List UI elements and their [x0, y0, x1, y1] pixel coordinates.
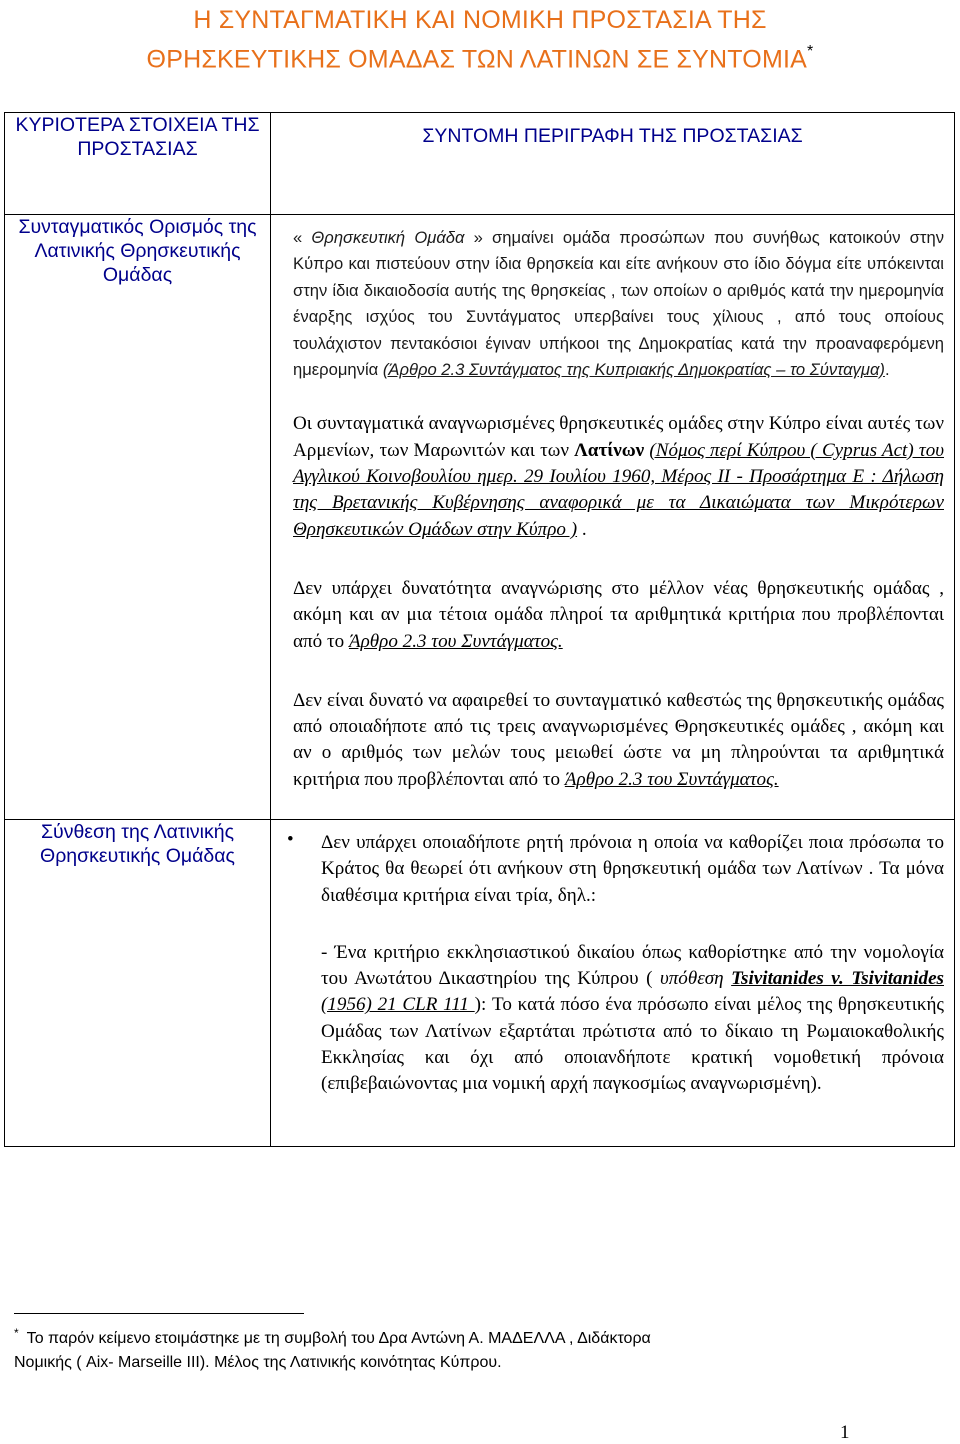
ecclesiastical-criterion-text: - Ένα κριτήριο εκκλησιαστικού δικαίου όπως καθορίστηκε από την νομολογία του Ανωτάτου Δικαστηρίου της Κύπρου ( υπόθεση Tsivitanides v. Tsivitanides (1956) 21 CLR 111 ): Το κατά πόσο ένα πρόσωπο είναι μέλος της θρησκευτικής Ομάδας των Λατίνων εξαρτάται πρώτιστα από το δίκαιο τη Ρωμαιοκαθολικής Εκκλησίας και όχι από οποιανδήποτε κρατική νομοθετική πρόνοια (επιβεβαιώνοντας μια νομική αρχή παγκοσμίως αναγνωρισμένη).	[321, 941, 944, 1095]
article-reference: Άρθρο 2.3 του Συντάγματος.	[564, 768, 779, 790]
protection-table	[4, 112, 955, 1147]
table-row	[5, 820, 955, 1147]
bullet-icon: •	[287, 829, 294, 850]
row-label-composition: Σύνθεση της Λατινικής Θρησκευτικής Ομάδας	[5, 820, 271, 1147]
row-label-constitutional-definition: Συνταγματικός Ορισμός της Λατινικής Θρησκευτικής Ομάδας	[5, 215, 271, 820]
new-recognition-paragraph: Δεν υπάρχει δυνατότητα αναγνώρισης στο μέλλον νέας θρησκευτικής ομάδας , ακόμη και αν μια τέτοια ομάδα πληροί τα αριθμητικά κριτήρια που προβλέπονται από το Άρθρο 2.3 του Συντάγματος.	[293, 577, 944, 652]
header-cell-right: ΣΥΝΤΟΜΗ ΠΕΡΙΓΡΑΦΗ ΤΗΣ ΠΡΟΣΤΑΣΙΑΣ	[271, 113, 955, 215]
footnote-line-2: Νομικής ( Aix- Marseille III). Μέλος της Λατινικής κοινότητας Κύπρου.	[14, 1354, 502, 1371]
title-line-1: Η ΣΥΝΤΑΓΜΑΤΙΚΗ ΚΑΙ ΝΟΜΙΚΗ ΠΡΟΣΤΑΣΙΑ ΤΗΣ	[193, 6, 767, 34]
cyprus-act-reference: (Νόμος περί Κύπρου ( Cyprus Act) του Αγγλικού Κοινοβουλίου ημερ. 29 Ιουλίου 1960, Μέρος ΙΙ - Προσάρτημα Ε : Δήλωση της Βρετανικής Κυβέρνησης αναφορικά με τα Δικαιώματα των Μικρότερων Θρησκευτικών Ομάδων στην Κύπρο )	[293, 439, 944, 540]
definition-paragraph: « Θρησκευτική Ομάδα » σημαίνει ομάδα προσώπων που συνήθως κατοικούν στην Κύπρο και πιστεύουν στην ίδια θρησκεία και είτε ανήκουν στο ίδιο δόγμα είτε υπόκεινται στην ίδια δικαιοδοσία αυτής της θρησκείας , των οποίων ο αριθμός κατά την ημερομηνία έναρξης ισχύος του Συντάγματος υπερβαίνει τους χίλιους , από τους οποίους τουλάχιστον πεντακόσιοι έγιναν υπήκοοι της Δημοκρατίας κατά την προαναφερόμενη ημερομηνία (Άρθρο 2.3 Συντάγματος της Κυπριακής Δημοκρατίας – το Σύνταγμα).	[293, 228, 944, 380]
row-content-composition	[271, 820, 955, 1147]
footnote-line-1: * Το παρόν κείμενο ετοιμάστηκε με τη συμβολή του Δρα Αντώνη Α. ΜΑΔΕΛΛΑ , Διδάκτορα	[14, 1326, 651, 1347]
document-title	[0, 4, 960, 76]
footnote-marker: *	[807, 43, 814, 60]
criteria-intro-text: Δεν υπάρχει οποιαδήποτε ρητή πρόνοια η οποία να καθορίζει ποια πρόσωπα το Κράτος θα θεωρεί ότι ανήκουν στη θρησκευτική ομάδα των Λατίνων . Τα μόνα διαθέσιμα κριτήρια είναι τρία, δηλ.:	[321, 832, 944, 906]
table-header-row	[5, 113, 955, 215]
list-item	[271, 830, 944, 909]
footnote	[14, 1327, 914, 1375]
recognized-groups-paragraph: Οι συνταγματικά αναγνωρισμένες θρησκευτικές ομάδες στην Κύπρο είναι αυτές των Αρμενίων, των Μαρωνιτών και των Λατίνων (Νόμος περί Κύπρου ( Cyprus Act) του Αγγλικού Κοινοβουλίου ημερ. 29 Ιουλίου 1960, Μέρος ΙΙ - Προσάρτημα Ε : Δήλωση της Βρετανικής Κυβέρνησης αναφορικά με τα Δικαιώματα των Μικρότερων Θρησκευτικών Ομάδων στην Κύπρο ) .	[293, 413, 944, 540]
article-reference: Άρθρο 2.3 του Συντάγματος.	[348, 630, 563, 652]
case-name: Tsivitanides v. Tsivitanides	[731, 968, 944, 990]
constitution-article-reference: (Άρθρο 2.3 Συντάγματος της Κυπριακής Δημοκρατίας – το Σύνταγμα)	[382, 360, 885, 380]
status-removal-paragraph: Δεν είναι δυνατό να αφαιρεθεί το συνταγματικό καθεστώς της θρησκευτικής ομάδας από οποιαδήποτε από τις τρεις αναγνωρισμένες Θρησκευτικές ομάδες , ακόμη και αν ο αριθμός των μελών τους μειωθεί ώστε να μη πληρούνται τα αριθμητικά κριτήρια που προβλέπονται από το Άρθρο 2.3 του Συντάγματος.	[293, 689, 944, 790]
header-cell-left: ΚΥΡΙΟΤΕΡΑ ΣΤΟΙΧΕΙΑ ΤΗΣ ΠΡΟΣΤΑΣΙΑΣ	[5, 113, 271, 215]
footnote-divider	[14, 1313, 304, 1314]
table-row	[5, 215, 955, 820]
row-content-constitutional-definition	[271, 215, 955, 820]
page-number: 1	[840, 1422, 850, 1443]
case-citation: (1956) 21 CLR 111	[321, 994, 475, 1016]
title-line-2: ΘΡΗΣΚΕΥΤΙΚΗΣ ΟΜΑΔΑΣ ΤΩΝ ΛΑΤΙΝΩΝ ΣΕ ΣΥΝΤΟΜΙΑ*	[146, 43, 814, 74]
